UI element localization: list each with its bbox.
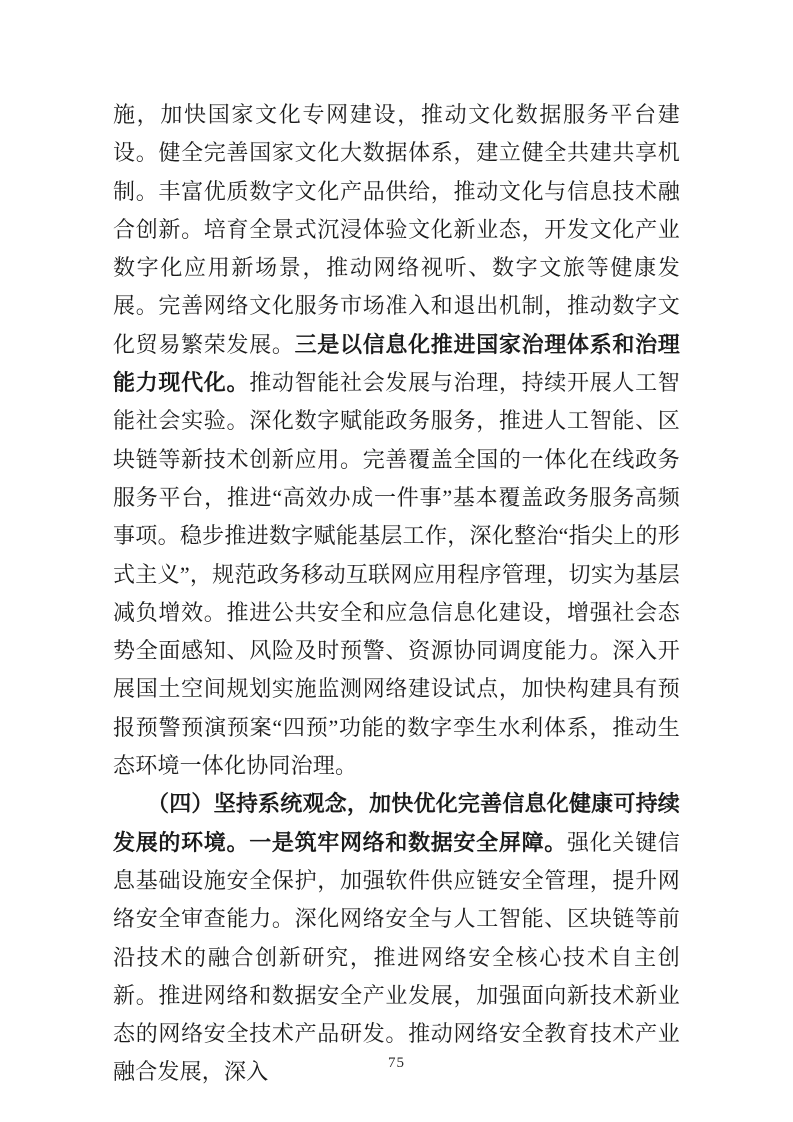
- document-body: [113, 96, 680, 1092]
- page-number: 75: [388, 1055, 405, 1071]
- text-run: 推动智能社会发展与治理，持续开展人工智能社会实验。深化数字赋能政务服务，推进人工智能、区块链等新技术创新应用。完善覆盖全国的一体化在线政务服务平台，推进“高效办成一件事”基本覆盖政务服务高频事项。稳步推进数字赋能基层工作，深化整治“指尖上的形式主义”，规范政务移动互联网应用程序管理，切实为基层减负增效。推进公共安全和应急信息化建设，增强社会态势全面感知、风险及时预警、资源协同调度能力。深入开展国土空间规划实施监测网络建设试点，加快构建具有预报预警预演预案“四预”功能的数字孪生水利体系，推动生态环境一体化协同治理。: [113, 370, 680, 779]
- paragraph-section-four-security: [113, 785, 680, 1091]
- emphasis-text-run: 三是以信息化推进国家治理体系和治理能力现代化。: [113, 331, 681, 396]
- text-run: 强化关键信息基础设施安全保护，加强软件供应链安全管理，提升网络安全审查能力。深化网络安全与人工智能、区块链等前沿技术的融合创新研究，推进网络安全核心技术自主创新。推进网络和数据安全产业发展，加强面向新技术新业态的网络安全技术产品研发。推动网络安全教育技术产业融合发展，深入: [113, 829, 680, 1085]
- text-run: 施，加快国家文化专网建设，推动文化数据服务平台建设。健全完善国家文化大数据体系，建立健全共建共享机制。丰富优质数字文化产品供给，推动文化与信息技术融合创新。培育全景式沉浸体验文化新业态，开发文化产业数字化应用新场景，推动网络视听、数字文旅等健康发展。完善网络文化服务市场准入和退出机制，推动数字文化贸易繁荣发展。: [113, 102, 680, 357]
- emphasis-text-run: （四）坚持系统观念，加快优化完善信息化健康可持续发展的环境。一是筑牢网络和数据安全屏障。: [113, 791, 680, 855]
- paragraph-continuation-culture-and-governance: [113, 96, 680, 785]
